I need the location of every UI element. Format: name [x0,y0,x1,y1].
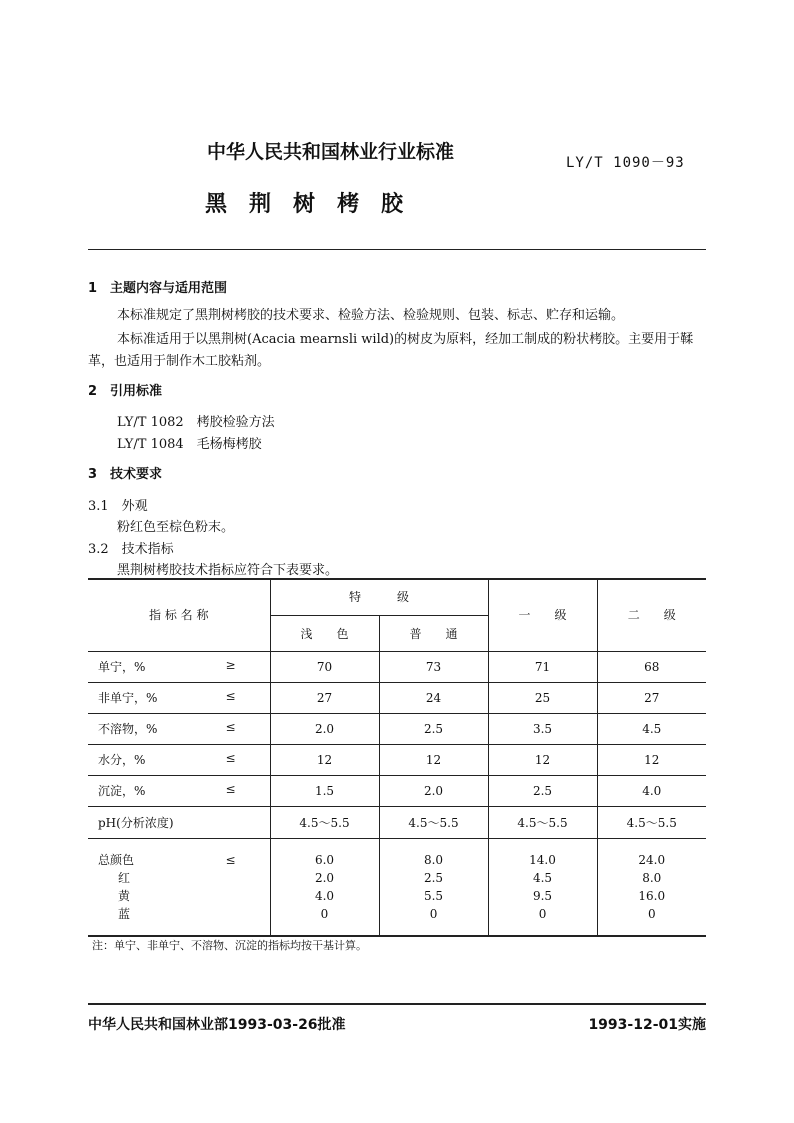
table-row [88,682,706,713]
cell: 2.0 [314,870,335,885]
cell: 4.5～5.5 [488,806,597,838]
col-name-header: 指 标 名 称 [88,579,270,651]
cell: 8.0 [423,852,444,867]
table-row [88,713,706,744]
cell: 27 [597,682,706,713]
sub-header-light: 浅 色 [270,615,379,651]
row-symbol: ≤ [225,751,236,765]
row-symbol: ≤ [225,689,236,703]
ref-item: LY/T 1084 毛杨梅栲胶 [117,437,262,452]
row-name: 水分，% [98,753,146,767]
row-symbol: ≤ [225,782,236,796]
cell: 0 [429,906,438,921]
row-name: 红 [118,870,131,885]
cell: 12 [270,744,379,775]
doc-title: 黑 荆 树 栲 胶 [205,192,404,217]
cell: 4.0 [597,775,706,806]
section1-para1: 本标准规定了黑荆树栲胶的技术要求、检验方法、检验规则、包装、标志、贮存和运输。 [117,308,625,323]
section1-para2-line2: 革，也适用于制作木工胶粘剂。 [88,354,271,369]
cell: 71 [488,651,597,682]
table-row [88,744,706,775]
ref-item: LY/T 1082 栲胶检验方法 [117,415,275,430]
cell: 4.0 [314,888,335,903]
section31-text: 粉红色至棕色粉末。 [117,520,235,535]
row-name: 黄 [118,888,131,903]
standard-code: LY/T 1090－93 [566,155,685,171]
cell: 9.5 [532,888,553,903]
cell: 4.5～5.5 [270,806,379,838]
sub-header-normal: 普 通 [379,615,488,651]
table-row [88,651,706,682]
cell: 25 [488,682,597,713]
section32-heading: 3.2 技术指标 [88,542,174,557]
color-group-row [88,838,706,936]
col-header-first: 一 级 [488,579,597,651]
org-title: 中华人民共和国林业行业标准 [207,141,455,163]
cell: 0 [647,906,656,921]
section1-heading: 1 主题内容与适用范围 [88,281,228,296]
row-name: 非单宁，% [98,691,158,705]
cell: 4.5～5.5 [379,806,488,838]
cell: 0 [320,906,329,921]
row-name: 单宁，% [98,660,146,674]
table-note: 注：单宁、非单宁、不溶物、沉淀的指标均按干基计算。 [92,939,367,952]
section3-heading: 3 技术要求 [88,467,163,482]
cell: 12 [379,744,488,775]
row-name: 沉淀，% [98,784,146,798]
cell: 12 [488,744,597,775]
table-row [88,806,706,838]
cell: 2.5 [488,775,597,806]
cell: 2.5 [379,713,488,744]
cell: 27 [270,682,379,713]
cell: 2.0 [379,775,488,806]
cell: 4.5 [597,713,706,744]
spec-table [88,579,706,937]
cell: 5.5 [423,888,444,903]
cell: 70 [270,651,379,682]
effective-date: 1993-12-01实施 [588,1017,706,1033]
cell: 68 [597,651,706,682]
section31-heading: 3.1 外观 [88,499,148,514]
row-name: 蓝 [118,906,131,921]
row-symbol: ≤ [225,852,236,867]
row-name: 总颜色 [98,852,135,867]
cell: 2.5 [423,870,444,885]
cell: 24.0 [638,852,666,867]
col-header-second: 二 级 [597,579,706,651]
row-name: pH(分析浓度) [98,815,174,830]
row-name: 不溶物，% [98,722,158,736]
cell: 3.5 [488,713,597,744]
section2-heading: 2 引用标准 [88,384,163,399]
row-symbol: ≥ [225,658,236,672]
cell: 8.0 [642,870,662,885]
header-divider [88,249,706,250]
cell: 2.0 [270,713,379,744]
cell: 6.0 [314,852,335,867]
cell: 1.5 [270,775,379,806]
section1-para2-line1: 本标准适用于以黑荆树(Acacia mearnsli wild)的树皮为原料，经加工制成的粉状栲胶。主要用于鞣 [117,332,694,347]
approval-text: 中华人民共和国林业部1993-03-26批准 [88,1017,346,1033]
cell: 16.0 [638,888,666,903]
section32-text: 黑荆树栲胶技术指标应符合下表要求。 [117,563,339,578]
table-row [88,775,706,806]
row-symbol: ≤ [225,720,236,734]
group-header-special: 特 级 [270,579,488,615]
cell: 0 [538,906,547,921]
cell: 4.5 [532,870,553,885]
cell: 14.0 [529,852,556,867]
cell: 24 [379,682,488,713]
cell: 4.5～5.5 [597,806,706,838]
footer-rule [88,1003,706,1005]
cell: 73 [379,651,488,682]
cell: 12 [597,744,706,775]
